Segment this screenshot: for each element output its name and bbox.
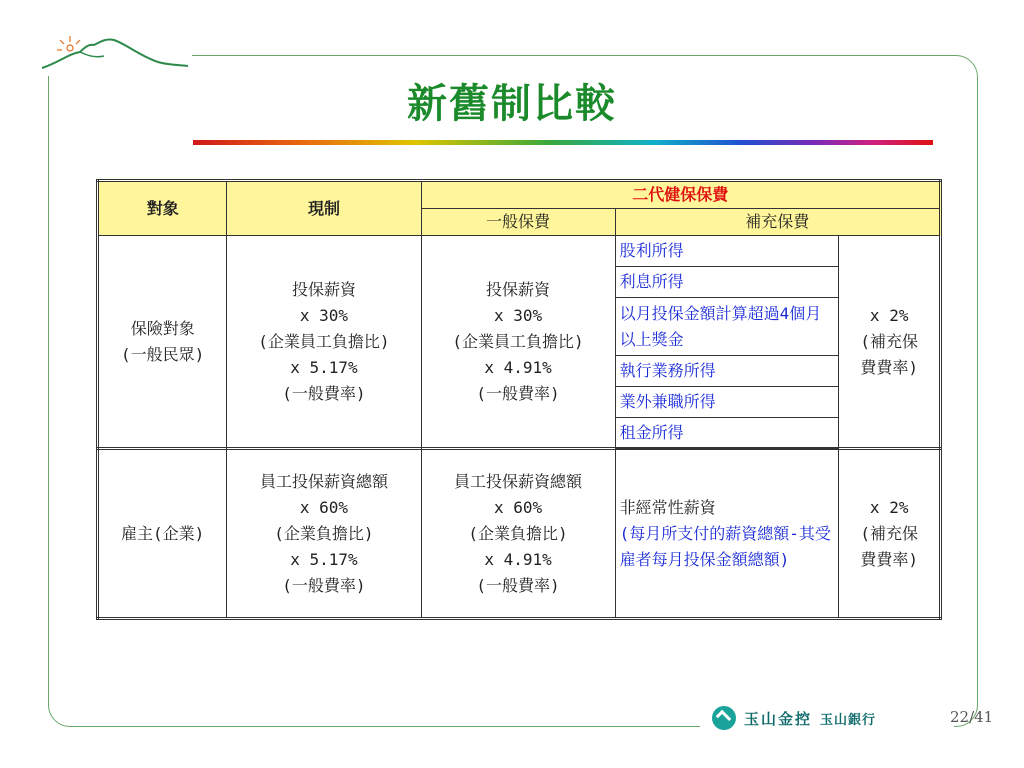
header-general: 一般保費 xyxy=(421,209,615,236)
supp-item-interest: 利息所得 xyxy=(615,267,839,298)
row2-general: 員工投保薪資總額 x 60% (企業負擔比) x 4.91% (一般費率) xyxy=(421,449,615,619)
supp-item-bonus: 以月投保金額計算超過4個月以上獎金 xyxy=(615,298,839,356)
header-second-gen: 二代健保保費 xyxy=(421,181,941,209)
row2-current: 員工投保薪資總額 x 60% (企業負擔比) x 5.17% (一般費率) xyxy=(227,449,421,619)
row1-rate: x 2% (補充保 費費率) xyxy=(839,236,941,449)
row2-target: 雇主(企業) xyxy=(98,449,227,619)
row2-supplementary xyxy=(615,449,839,619)
brand-bank: 玉山銀行 xyxy=(820,712,877,728)
brand-holdings: 玉山金控 xyxy=(744,709,813,728)
supp-item-dividend: 股利所得 xyxy=(615,236,839,267)
row1-general: 投保薪資 x 30% (企業員工負擔比) x 4.91% (一般費率) xyxy=(421,236,615,449)
header-supplementary: 補充保費 xyxy=(615,209,940,236)
supp-item-professional: 執行業務所得 xyxy=(615,356,839,387)
esun-logo-icon xyxy=(712,706,736,730)
supp-title-irregular-wage: 非經常性薪資 xyxy=(619,497,716,517)
header-target: 對象 xyxy=(98,181,227,236)
page-title: 新舊制比較 xyxy=(407,80,617,127)
supp-item-part-time: 業外兼職所得 xyxy=(615,387,839,418)
mountain-logo-icon xyxy=(40,28,190,78)
page-number: 22/41 xyxy=(950,708,994,726)
supp-detail: (每月所支付的薪資總額-其受雇者每月投保金額總額) xyxy=(619,523,831,569)
header-current: 現制 xyxy=(227,181,421,236)
comparison-table xyxy=(96,179,942,620)
row1-current: 投保薪資 x 30% (企業員工負擔比) x 5.17% (一般費率) xyxy=(227,236,421,449)
row2-rate: x 2% (補充保 費費率) xyxy=(839,449,941,619)
rainbow-divider xyxy=(193,140,933,145)
row1-target: 保險對象 (一般民眾) xyxy=(98,236,227,449)
supp-item-rent: 租金所得 xyxy=(615,418,839,449)
footer-brand xyxy=(712,706,876,730)
